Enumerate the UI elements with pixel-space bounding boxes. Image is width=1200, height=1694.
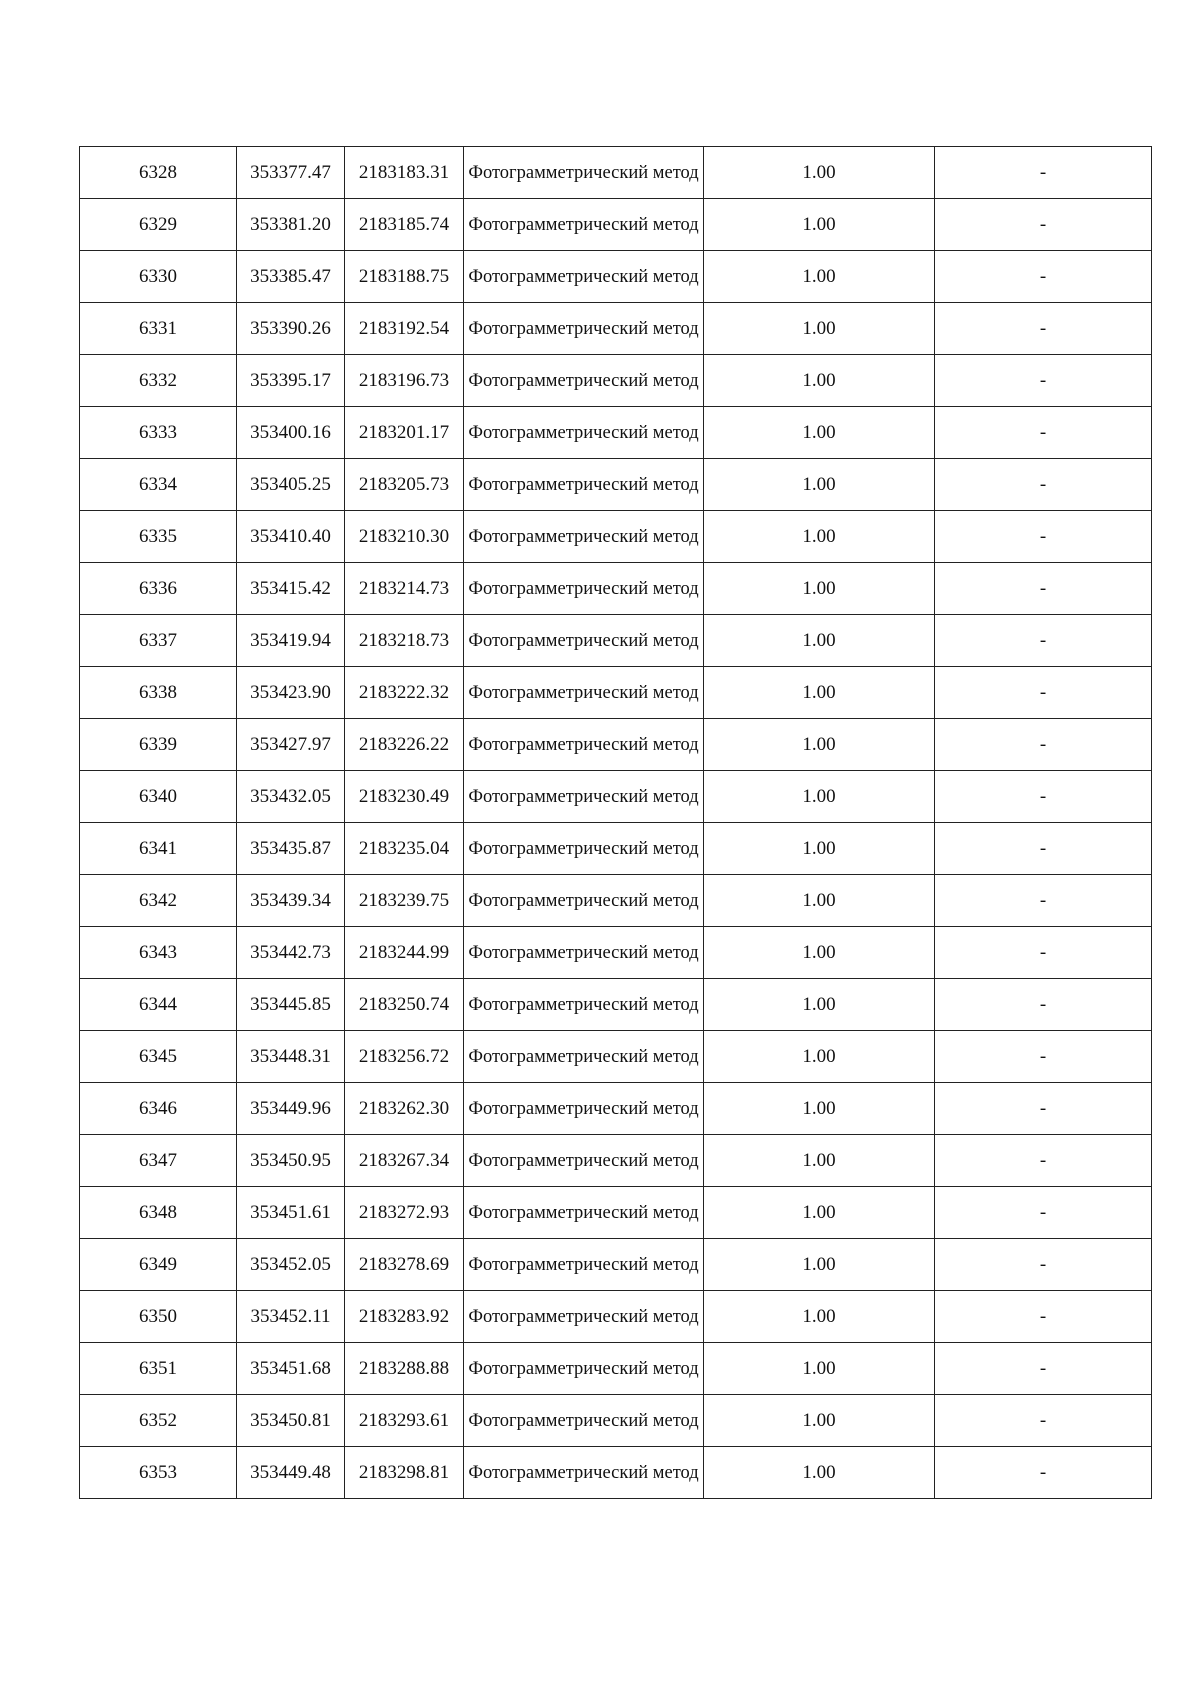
- table-row: [80, 771, 1152, 823]
- table-row: [80, 563, 1152, 615]
- y-coordinate-cell: 2183239.75: [345, 875, 464, 927]
- x-coordinate-cell: 353449.96: [237, 1083, 345, 1135]
- x-coordinate-cell: 353439.34: [237, 875, 345, 927]
- x-coordinate-cell: 353435.87: [237, 823, 345, 875]
- accuracy-cell: 1.00: [704, 667, 935, 719]
- y-coordinate-cell: 2183244.99: [345, 927, 464, 979]
- x-coordinate-cell: 353452.05: [237, 1239, 345, 1291]
- point-number-cell: 6328: [80, 147, 237, 199]
- point-number-cell: 6343: [80, 927, 237, 979]
- table-row: [80, 1083, 1152, 1135]
- y-coordinate-cell: 2183298.81: [345, 1447, 464, 1499]
- method-cell: Фотограмметрический метод: [464, 511, 704, 563]
- note-cell: -: [935, 1135, 1152, 1187]
- y-coordinate-cell: 2183256.72: [345, 1031, 464, 1083]
- y-coordinate-cell: 2183218.73: [345, 615, 464, 667]
- method-cell: Фотограмметрический метод: [464, 1343, 704, 1395]
- x-coordinate-cell: 353405.25: [237, 459, 345, 511]
- x-coordinate-cell: 353442.73: [237, 927, 345, 979]
- method-cell: Фотограмметрический метод: [464, 1031, 704, 1083]
- method-cell: Фотограмметрический метод: [464, 1291, 704, 1343]
- point-number-cell: 6348: [80, 1187, 237, 1239]
- table-row: [80, 1187, 1152, 1239]
- point-number-cell: 6334: [80, 459, 237, 511]
- method-cell: Фотограмметрический метод: [464, 303, 704, 355]
- y-coordinate-cell: 2183262.30: [345, 1083, 464, 1135]
- table-row: [80, 303, 1152, 355]
- point-number-cell: 6339: [80, 719, 237, 771]
- note-cell: -: [935, 147, 1152, 199]
- point-number-cell: 6350: [80, 1291, 237, 1343]
- note-cell: -: [935, 1395, 1152, 1447]
- accuracy-cell: 1.00: [704, 1239, 935, 1291]
- method-cell: Фотограмметрический метод: [464, 615, 704, 667]
- table-row: [80, 1343, 1152, 1395]
- method-cell: Фотограмметрический метод: [464, 771, 704, 823]
- accuracy-cell: 1.00: [704, 251, 935, 303]
- accuracy-cell: 1.00: [704, 1187, 935, 1239]
- table-row: [80, 147, 1152, 199]
- point-number-cell: 6336: [80, 563, 237, 615]
- note-cell: -: [935, 511, 1152, 563]
- method-cell: Фотограмметрический метод: [464, 667, 704, 719]
- accuracy-cell: 1.00: [704, 1291, 935, 1343]
- x-coordinate-cell: 353423.90: [237, 667, 345, 719]
- table-row: [80, 927, 1152, 979]
- y-coordinate-cell: 2183201.17: [345, 407, 464, 459]
- accuracy-cell: 1.00: [704, 979, 935, 1031]
- note-cell: -: [935, 823, 1152, 875]
- accuracy-cell: 1.00: [704, 459, 935, 511]
- y-coordinate-cell: 2183222.32: [345, 667, 464, 719]
- table-row: [80, 667, 1152, 719]
- accuracy-cell: 1.00: [704, 1447, 935, 1499]
- note-cell: -: [935, 979, 1152, 1031]
- note-cell: -: [935, 1239, 1152, 1291]
- x-coordinate-cell: 353400.16: [237, 407, 345, 459]
- x-coordinate-cell: 353451.61: [237, 1187, 345, 1239]
- accuracy-cell: 1.00: [704, 407, 935, 459]
- y-coordinate-cell: 2183183.31: [345, 147, 464, 199]
- y-coordinate-cell: 2183267.34: [345, 1135, 464, 1187]
- note-cell: -: [935, 1187, 1152, 1239]
- point-number-cell: 6329: [80, 199, 237, 251]
- table-row: [80, 875, 1152, 927]
- method-cell: Фотограмметрический метод: [464, 1083, 704, 1135]
- point-number-cell: 6351: [80, 1343, 237, 1395]
- note-cell: -: [935, 303, 1152, 355]
- note-cell: -: [935, 459, 1152, 511]
- point-number-cell: 6330: [80, 251, 237, 303]
- y-coordinate-cell: 2183250.74: [345, 979, 464, 1031]
- table-row: [80, 1291, 1152, 1343]
- x-coordinate-cell: 353410.40: [237, 511, 345, 563]
- point-number-cell: 6345: [80, 1031, 237, 1083]
- point-number-cell: 6340: [80, 771, 237, 823]
- note-cell: -: [935, 1447, 1152, 1499]
- x-coordinate-cell: 353445.85: [237, 979, 345, 1031]
- method-cell: Фотограмметрический метод: [464, 719, 704, 771]
- method-cell: Фотограмметрический метод: [464, 979, 704, 1031]
- method-cell: Фотограмметрический метод: [464, 927, 704, 979]
- table-row: [80, 1239, 1152, 1291]
- table-row: [80, 459, 1152, 511]
- method-cell: Фотограмметрический метод: [464, 1187, 704, 1239]
- method-cell: Фотограмметрический метод: [464, 563, 704, 615]
- table-row: [80, 407, 1152, 459]
- x-coordinate-cell: 353448.31: [237, 1031, 345, 1083]
- x-coordinate-cell: 353377.47: [237, 147, 345, 199]
- y-coordinate-cell: 2183196.73: [345, 355, 464, 407]
- note-cell: -: [935, 1291, 1152, 1343]
- method-cell: Фотограмметрический метод: [464, 407, 704, 459]
- accuracy-cell: 1.00: [704, 1395, 935, 1447]
- x-coordinate-cell: 353427.97: [237, 719, 345, 771]
- y-coordinate-cell: 2183288.88: [345, 1343, 464, 1395]
- note-cell: -: [935, 1343, 1152, 1395]
- method-cell: Фотограмметрический метод: [464, 1135, 704, 1187]
- x-coordinate-cell: 353450.81: [237, 1395, 345, 1447]
- note-cell: -: [935, 563, 1152, 615]
- note-cell: -: [935, 1031, 1152, 1083]
- y-coordinate-cell: 2183185.74: [345, 199, 464, 251]
- accuracy-cell: 1.00: [704, 1083, 935, 1135]
- method-cell: Фотограмметрический метод: [464, 147, 704, 199]
- note-cell: -: [935, 1083, 1152, 1135]
- point-number-cell: 6331: [80, 303, 237, 355]
- table-row: [80, 823, 1152, 875]
- accuracy-cell: 1.00: [704, 615, 935, 667]
- table-body: [80, 147, 1152, 1499]
- x-coordinate-cell: 353432.05: [237, 771, 345, 823]
- accuracy-cell: 1.00: [704, 823, 935, 875]
- note-cell: -: [935, 667, 1152, 719]
- y-coordinate-cell: 2183226.22: [345, 719, 464, 771]
- note-cell: -: [935, 719, 1152, 771]
- table-row: [80, 1135, 1152, 1187]
- accuracy-cell: 1.00: [704, 511, 935, 563]
- y-coordinate-cell: 2183283.92: [345, 1291, 464, 1343]
- x-coordinate-cell: 353381.20: [237, 199, 345, 251]
- table-row: [80, 251, 1152, 303]
- x-coordinate-cell: 353452.11: [237, 1291, 345, 1343]
- method-cell: Фотограмметрический метод: [464, 823, 704, 875]
- point-number-cell: 6353: [80, 1447, 237, 1499]
- x-coordinate-cell: 353395.17: [237, 355, 345, 407]
- y-coordinate-cell: 2183293.61: [345, 1395, 464, 1447]
- point-number-cell: 6337: [80, 615, 237, 667]
- note-cell: -: [935, 251, 1152, 303]
- accuracy-cell: 1.00: [704, 303, 935, 355]
- accuracy-cell: 1.00: [704, 1343, 935, 1395]
- method-cell: Фотограмметрический метод: [464, 1447, 704, 1499]
- accuracy-cell: 1.00: [704, 563, 935, 615]
- note-cell: -: [935, 875, 1152, 927]
- table-row: [80, 511, 1152, 563]
- point-number-cell: 6349: [80, 1239, 237, 1291]
- x-coordinate-cell: 353450.95: [237, 1135, 345, 1187]
- y-coordinate-cell: 2183214.73: [345, 563, 464, 615]
- method-cell: Фотограмметрический метод: [464, 199, 704, 251]
- table-row: [80, 1395, 1152, 1447]
- y-coordinate-cell: 2183192.54: [345, 303, 464, 355]
- method-cell: Фотограмметрический метод: [464, 875, 704, 927]
- accuracy-cell: 1.00: [704, 147, 935, 199]
- accuracy-cell: 1.00: [704, 875, 935, 927]
- point-number-cell: 6352: [80, 1395, 237, 1447]
- accuracy-cell: 1.00: [704, 719, 935, 771]
- y-coordinate-cell: 2183278.69: [345, 1239, 464, 1291]
- method-cell: Фотограмметрический метод: [464, 459, 704, 511]
- note-cell: -: [935, 407, 1152, 459]
- y-coordinate-cell: 2183235.04: [345, 823, 464, 875]
- y-coordinate-cell: 2183272.93: [345, 1187, 464, 1239]
- y-coordinate-cell: 2183210.30: [345, 511, 464, 563]
- method-cell: Фотограмметрический метод: [464, 355, 704, 407]
- point-number-cell: 6338: [80, 667, 237, 719]
- method-cell: Фотограмметрический метод: [464, 251, 704, 303]
- point-number-cell: 6342: [80, 875, 237, 927]
- x-coordinate-cell: 353451.68: [237, 1343, 345, 1395]
- table-row: [80, 355, 1152, 407]
- accuracy-cell: 1.00: [704, 355, 935, 407]
- accuracy-cell: 1.00: [704, 927, 935, 979]
- table-row: [80, 979, 1152, 1031]
- accuracy-cell: 1.00: [704, 771, 935, 823]
- x-coordinate-cell: 353449.48: [237, 1447, 345, 1499]
- method-cell: Фотограмметрический метод: [464, 1395, 704, 1447]
- note-cell: -: [935, 199, 1152, 251]
- method-cell: Фотограмметрический метод: [464, 1239, 704, 1291]
- y-coordinate-cell: 2183230.49: [345, 771, 464, 823]
- table-row: [80, 1447, 1152, 1499]
- point-number-cell: 6346: [80, 1083, 237, 1135]
- x-coordinate-cell: 353385.47: [237, 251, 345, 303]
- point-number-cell: 6332: [80, 355, 237, 407]
- y-coordinate-cell: 2183188.75: [345, 251, 464, 303]
- x-coordinate-cell: 353415.42: [237, 563, 345, 615]
- point-number-cell: 6333: [80, 407, 237, 459]
- point-number-cell: 6344: [80, 979, 237, 1031]
- accuracy-cell: 1.00: [704, 199, 935, 251]
- table-row: [80, 199, 1152, 251]
- y-coordinate-cell: 2183205.73: [345, 459, 464, 511]
- table-row: [80, 615, 1152, 667]
- note-cell: -: [935, 615, 1152, 667]
- point-number-cell: 6347: [80, 1135, 237, 1187]
- note-cell: -: [935, 771, 1152, 823]
- x-coordinate-cell: 353419.94: [237, 615, 345, 667]
- note-cell: -: [935, 927, 1152, 979]
- point-number-cell: 6341: [80, 823, 237, 875]
- table-row: [80, 719, 1152, 771]
- coordinates-table: [79, 146, 1152, 1499]
- accuracy-cell: 1.00: [704, 1135, 935, 1187]
- point-number-cell: 6335: [80, 511, 237, 563]
- table-row: [80, 1031, 1152, 1083]
- accuracy-cell: 1.00: [704, 1031, 935, 1083]
- note-cell: -: [935, 355, 1152, 407]
- x-coordinate-cell: 353390.26: [237, 303, 345, 355]
